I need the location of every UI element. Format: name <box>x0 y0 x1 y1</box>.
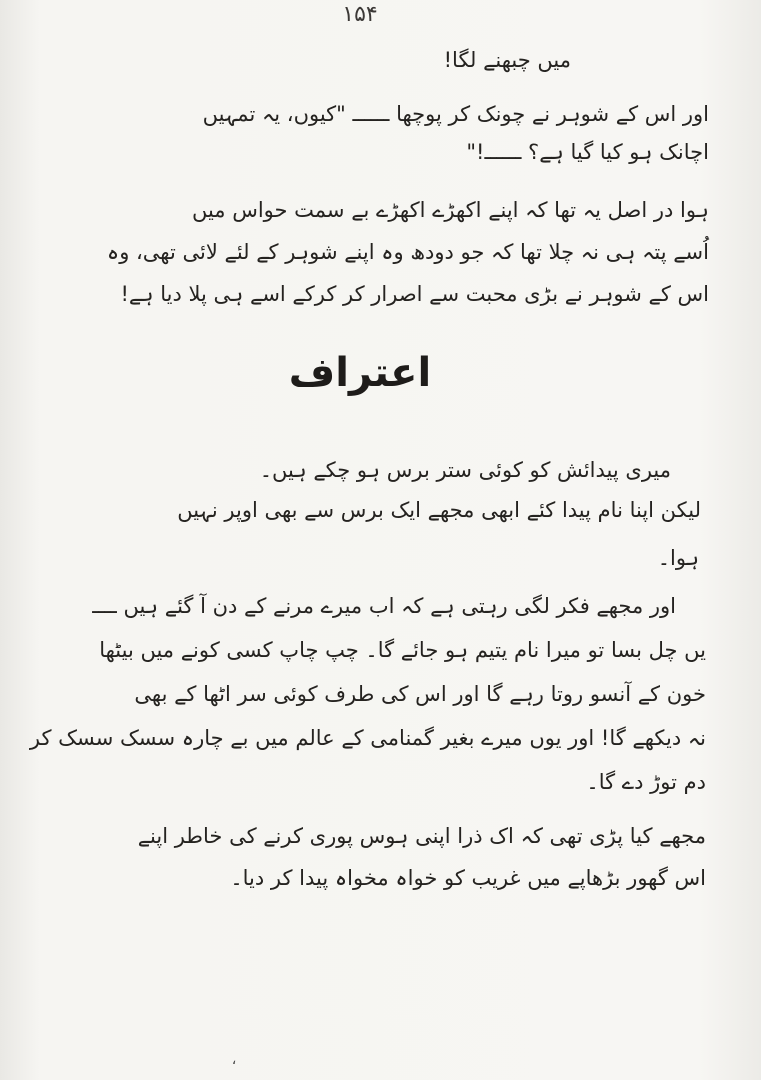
page-number: ۱۵۴ <box>342 2 378 27</box>
text-line: لیکن اپنا نام پیدا کئے ابھی مجھے ایک برس سے بھی اوپر نہیں <box>177 498 701 522</box>
text-line: دم توڑ دے گا۔ <box>586 770 706 794</box>
text-line: ہوا در اصل یہ تھا کہ اپنے اکھڑے اکھڑے بے سمت حواس میں <box>191 198 709 222</box>
text-line: یں چل بسا تو میرا نام یتیم ہو جائے گا۔ چپ چاپ کسی کونے میں بیٹھا <box>99 638 706 662</box>
text-line: اُسے پتہ ہی نہ چلا تھا کہ جو دودھ وہ اپنے شوہر کے لئے لائی تھی، وہ <box>106 240 709 264</box>
text-line: ہوا۔ <box>657 546 699 570</box>
text-line: مجھے کیا پڑی تھی کہ اک ذرا اپنی ہوس پوری کرنے کی خاطر اپنے <box>137 824 706 848</box>
story-title: اعتراف <box>288 350 432 396</box>
text-line: اس کے شوہر نے بڑی محبت سے اصرار کر کرکے اسے ہی پلا دیا ہے! <box>120 282 709 306</box>
text-line: خون کے آنسو روتا رہے گا اور اس کی طرف کوئی سر اٹھا کے بھی <box>134 682 706 706</box>
text-line: اور مجھے فکر لگی رہتی ہے کہ اب میرے مرنے کے دن آ گئے ہیں ــــ <box>92 594 676 618</box>
text-line: اور اس کے شوہر نے چونک کر پوچھا ــــــ "کیوں، یہ تمہیں <box>202 102 709 126</box>
footer-mark: ، <box>231 1052 237 1068</box>
text-line: نہ دیکھے گا! اور یوں میرے بغیر گمنامی کے عالم میں بے چارہ سسک سسک کر <box>29 726 706 750</box>
text-line: میری پیدائش کو کوئی ستر برس ہو چکے ہیں۔ <box>259 458 671 482</box>
text-line: اچانک ہو کیا گیا ہے؟ ــــــ!" <box>466 140 709 164</box>
text-line: اس گھور بڑھاپے میں غریب کو خواہ مخواہ پیدا کر دیا۔ <box>230 866 706 890</box>
text-line: میں چبھنے لگا! <box>443 48 571 72</box>
